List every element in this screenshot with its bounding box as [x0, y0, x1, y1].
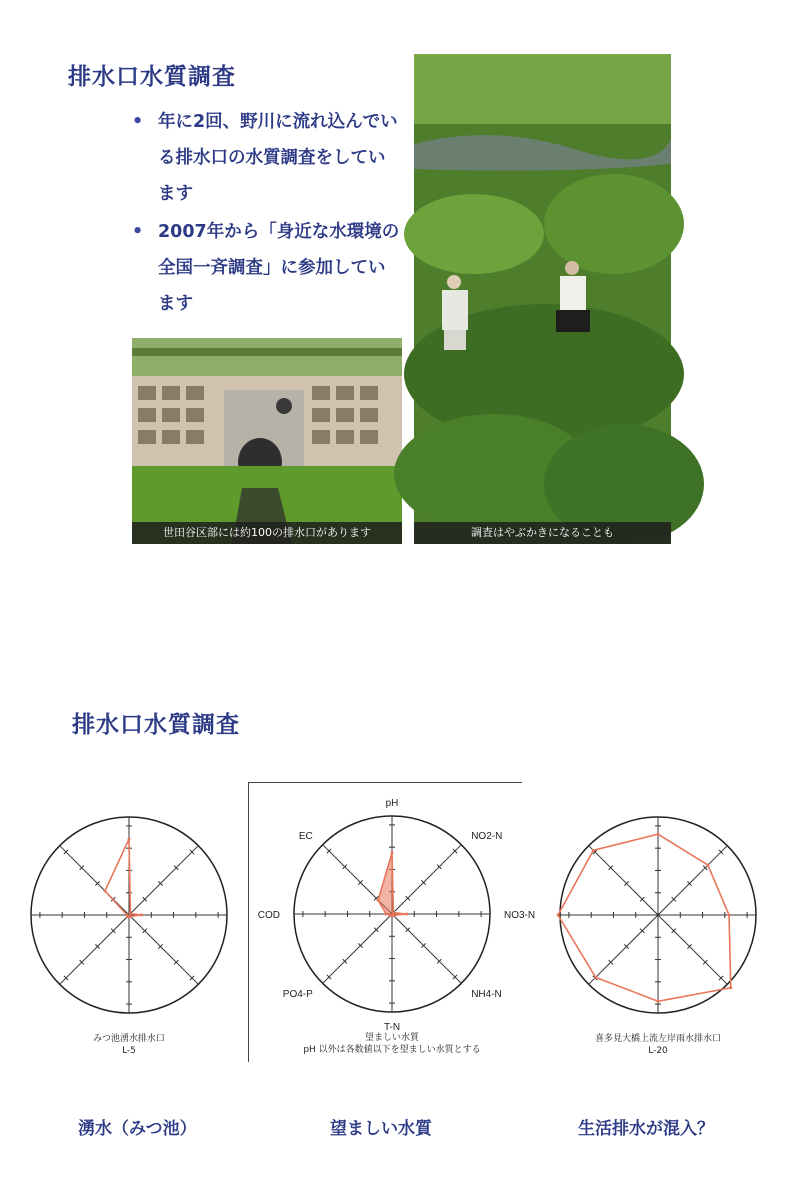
radar-point	[729, 986, 732, 989]
radar-point	[405, 913, 408, 916]
radar-axis	[129, 846, 198, 915]
radar-axis	[392, 845, 461, 914]
radar-axis	[60, 846, 129, 915]
radar-axis	[129, 915, 198, 984]
radar-point	[706, 864, 709, 867]
survey-photo	[414, 54, 671, 544]
chart-caption: 喜多見大橋上流左岸雨水排水口	[594, 1034, 722, 1044]
chart-caption: みつ池湧水排水口	[93, 1034, 165, 1044]
section-title: 排水口水質調査	[72, 712, 240, 738]
radar-series	[105, 839, 141, 917]
radar-point	[126, 914, 129, 917]
radar-point	[128, 838, 131, 841]
radar-series	[558, 834, 731, 1001]
chart-caption: L-20	[648, 1046, 668, 1056]
bottom-label-spring: 湧水（みつ池）	[78, 1119, 197, 1139]
chart-caption: 望ましい水質	[364, 1033, 420, 1043]
radar-axis	[589, 846, 658, 915]
radar-point	[140, 914, 143, 917]
radar-point	[103, 889, 106, 892]
outfall-photo	[132, 338, 402, 544]
frame-line	[248, 782, 522, 783]
radar-point	[392, 911, 395, 914]
radar-axis	[392, 914, 461, 983]
radar-point	[592, 849, 595, 852]
axis-label: NO3-N	[504, 910, 536, 921]
bullet-item: • 年に2回、野川に流れ込んでいる排水口の水質調査をしています	[132, 104, 402, 212]
axis-label: PO4-P	[282, 989, 313, 1001]
radar-point	[129, 912, 132, 915]
axis-label: NH4-N	[471, 989, 502, 1001]
axis-label: NO2-N	[471, 830, 503, 842]
radar-chart-3	[534, 800, 778, 1070]
radar-chart-2	[257, 790, 536, 1070]
radar-point	[657, 1000, 660, 1003]
photo-caption: 調査はやぶかきになることも	[414, 522, 671, 544]
bullet-list	[132, 104, 402, 324]
radar-point	[385, 913, 388, 916]
radar-point	[594, 976, 597, 979]
radar-point	[389, 914, 392, 917]
radar-point	[728, 914, 731, 917]
bottom-label-domestic: 生活排水が混入？	[578, 1119, 714, 1139]
radar-series	[378, 853, 407, 916]
chart-caption: pH 以外は各数値以下を望ましい水質とする	[303, 1045, 481, 1055]
axis-label: pH	[385, 798, 399, 809]
radar-chart-1	[24, 800, 238, 1070]
radar-point	[557, 914, 560, 917]
page-title: 排水口水質調査	[68, 64, 236, 90]
radar-axis	[589, 915, 658, 984]
vegetation-illustration	[414, 54, 671, 544]
radar-point	[657, 833, 660, 836]
axis-label: T-N	[383, 1022, 401, 1033]
radar-point	[377, 899, 380, 902]
radar-axis	[658, 915, 727, 984]
axis-label: COD	[257, 910, 280, 921]
radar-axis	[323, 914, 392, 983]
bottom-label-desirable: 望ましい水質	[330, 1119, 432, 1139]
outfall-illustration	[132, 338, 402, 544]
axis-label: EC	[298, 830, 313, 842]
radar-axis	[60, 915, 129, 984]
radar-point	[391, 851, 394, 854]
photo-caption: 世田谷区部には約100の排水口があります	[132, 522, 402, 544]
frame-line	[248, 782, 249, 1062]
chart-caption: L-5	[122, 1046, 136, 1056]
bullet-item: • 2007年から「身近な水環境の全国一斉調査」に参加しています	[132, 214, 402, 322]
